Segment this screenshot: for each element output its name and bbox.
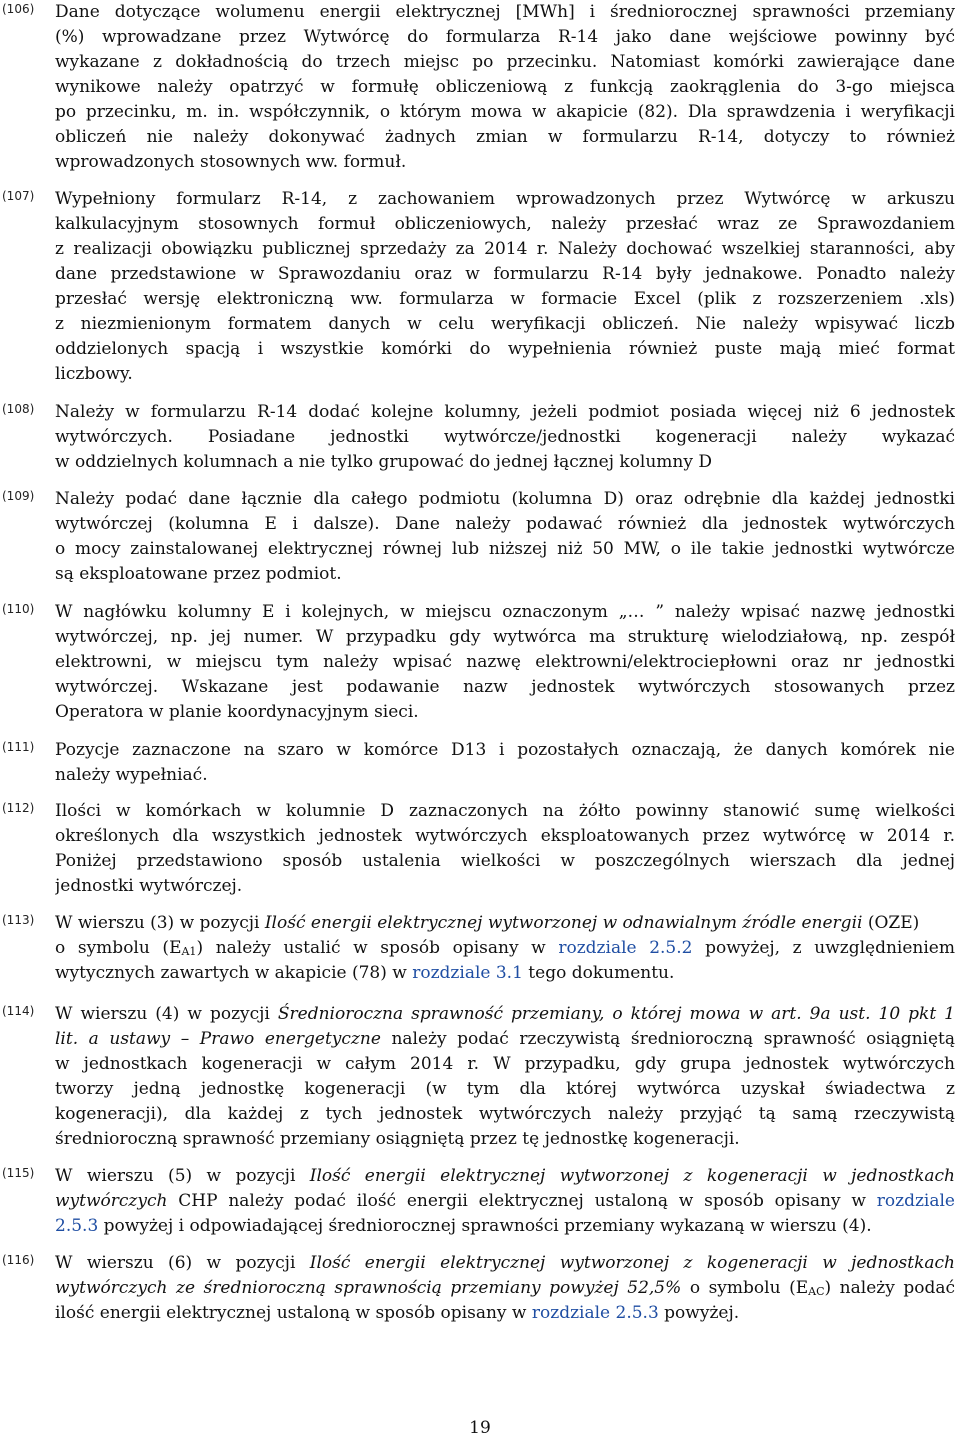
- italic-text: lit. a ustawy – Prawo energetyczne: [55, 1029, 381, 1049]
- text-segment: Wypełniony formularz R-14, z zachowaniem wprowadzonych przez Wytwórcę w arkuszu: [55, 189, 955, 209]
- paragraph-text: [55, 487, 955, 587]
- paragraph-text: [55, 600, 955, 725]
- text-line: [55, 1102, 955, 1127]
- text-line: [55, 600, 955, 625]
- section-link[interactable]: rozdziale 2.5.2: [558, 938, 693, 958]
- text-line: [55, 287, 955, 312]
- text-line: [55, 150, 955, 175]
- text-line: [55, 400, 955, 425]
- text-segment: średnioroczną sprawność przemiany osiągniętą przez tę jednostkę kogeneracji.: [55, 1129, 740, 1149]
- section-link[interactable]: rozdziale 2.5.3: [531, 1303, 659, 1323]
- text-segment: kogeneracji), dla każdej z tych jednostek wytwórczych należy przyjąć tą samą rzeczywistą: [55, 1104, 955, 1124]
- text-line: [55, 1251, 955, 1276]
- text-segment: kalkulacyjnym stosownych formuł obliczeniowych, należy przesłać wraz ze Sprawozdaniem: [55, 214, 955, 234]
- text-line: [55, 911, 955, 936]
- text-line: [55, 1127, 955, 1152]
- text-segment: powyżej.: [658, 1303, 740, 1323]
- text-segment: powyżej, z uwzględnieniem: [692, 938, 955, 958]
- text-segment: w jednostkach kogeneracji w całym 2014 r. W przypadku, gdy grupa jednostek wytwórczych: [55, 1054, 955, 1074]
- text-line: [55, 1164, 955, 1189]
- text-line: [55, 450, 955, 475]
- text-line: [55, 1189, 955, 1214]
- paragraph-number: (109): [2, 489, 35, 503]
- text-segment: Poniżej przedstawiono sposób ustalenia wielkości w poszczególnych wierszach dla jednej: [55, 851, 955, 871]
- text-segment: o symbolu (E: [681, 1278, 809, 1298]
- text-segment: obliczeń nie należy dokonywać żadnych zmian w formularzu R-14, dotyczy to również: [55, 127, 955, 147]
- paragraph-number: (106): [2, 2, 35, 16]
- text-line: [55, 1077, 955, 1102]
- text-segment: wytwórczej. Wskazane jest podawanie nazw jednostek wytwórczych stosowanych przez: [55, 677, 955, 697]
- text-segment: o mocy zainstalowanej elektrycznej równej lub niższej niż 50 MW, o ile takie jednostki wytwórcze: [55, 539, 955, 559]
- paragraph-number: (107): [2, 189, 35, 203]
- paragraph-text: [55, 400, 955, 475]
- paragraph-number: (113): [2, 913, 35, 927]
- subscript: AC: [808, 1285, 825, 1298]
- italic-text: wytwórczych: [55, 1191, 168, 1211]
- text-segment: o symbolu (E: [55, 938, 182, 958]
- text-line: [55, 650, 955, 675]
- text-segment: Należy w formularzu R-14 dodać kolejne kolumny, jeżeli podmiot posiada więcej niż 6 jednostek: [55, 402, 955, 422]
- italic-text: Średnioroczna sprawność przemiany, o której mowa w art. 9a ust. 10 pkt 1: [277, 1004, 955, 1024]
- paragraph-text: [55, 187, 955, 387]
- text-segment: po przecinku, m. in. współczynnik, o którym mowa w akapicie (82). Dla sprawdzenia i weryfikacji: [55, 102, 955, 122]
- text-segment: Pozycje zaznaczone na szaro w komórce D13 i pozostałych oznaczają, że danych komórek nie: [55, 740, 955, 760]
- text-line: [55, 487, 955, 512]
- paragraph-text: [55, 1251, 955, 1326]
- text-line: [55, 1027, 955, 1052]
- text-line: [55, 738, 955, 763]
- text-line: [55, 187, 955, 212]
- section-link[interactable]: rozdziale: [876, 1191, 955, 1211]
- text-segment: ) należy ustalić w sposób opisany w: [196, 938, 559, 958]
- text-line: [55, 0, 955, 25]
- text-segment: wynikowe należy opatrzyć w formułę obliczeniową z funkcją zaokrąglenia do 3-go miejsca: [55, 77, 955, 97]
- text-line: [55, 1301, 955, 1326]
- text-line: [55, 512, 955, 537]
- text-segment: Należy podać dane łącznie dla całego podmiotu (kolumna D) oraz odrębnie dla każdej jednostki: [55, 489, 955, 509]
- text-segment: W nagłówku kolumny E i kolejnych, w miejscu oznaczonym „… ” należy wpisać nazwę jednostki: [55, 602, 955, 622]
- text-segment: wytwórczej (kolumna E i dalsze). Dane należy podawać również dla jednostek wytwórczych: [55, 514, 955, 534]
- paragraph-text: [55, 1002, 955, 1152]
- text-segment: W wierszu (5) w pozycji: [55, 1166, 310, 1186]
- text-line: [55, 625, 955, 650]
- italic-text: Ilość energii elektrycznej wytworzonej z kogeneracji w jednostkach: [309, 1166, 955, 1186]
- text-segment: tworzy jedną jednostkę kogeneracji (w tym dla której wytwórca uzyskał świadectwa z: [55, 1079, 955, 1099]
- text-line: [55, 700, 955, 725]
- text-line: [55, 562, 955, 587]
- subscript: A1: [181, 945, 197, 958]
- text-line: [55, 1052, 955, 1077]
- text-segment: są eksploatowane przez podmiot.: [55, 564, 342, 584]
- paragraph-text: [55, 799, 955, 899]
- text-line: [55, 1002, 955, 1027]
- text-segment: wytwórczych. Posiadane jednostki wytwórcze/jednostki kogeneracji należy wykazać: [55, 427, 955, 447]
- page-number: 19: [469, 1418, 491, 1438]
- text-line: [55, 75, 955, 100]
- text-line: [55, 675, 955, 700]
- text-line: [55, 362, 955, 387]
- italic-text: Ilość energii elektrycznej wytworzonej z kogeneracji w jednostkach: [309, 1253, 955, 1273]
- text-segment: liczbowy.: [55, 364, 133, 384]
- paragraph-text: [55, 911, 955, 986]
- text-segment: elektrowni, w miejscu tym należy wpisać nazwę elektrowni/elektrociepłowni oraz nr jednostki: [55, 652, 955, 672]
- text-segment: tego dokumentu.: [522, 963, 675, 983]
- text-line: [55, 425, 955, 450]
- text-segment: CHP należy podać ilość energii elektrycznej ustaloną w sposób opisany w: [167, 1191, 877, 1211]
- text-line: [55, 50, 955, 75]
- paragraph-number: (108): [2, 402, 35, 416]
- paragraph-number: (110): [2, 602, 35, 616]
- text-line: [55, 763, 955, 788]
- text-segment: z niezmienionym formatem danych w celu weryfikacji obliczeń. Nie należy wpisywać liczb: [55, 314, 955, 334]
- section-link[interactable]: 2.5.3: [55, 1216, 99, 1236]
- paragraph-text: [55, 738, 955, 788]
- text-line: [55, 1276, 955, 1301]
- text-line: [55, 799, 955, 824]
- text-segment: powyżej i odpowiadającej średniorocznej sprawności przemiany wykazaną w wierszu (4).: [98, 1216, 872, 1236]
- text-segment: W wierszu (3) w pozycji: [55, 913, 265, 933]
- text-line: [55, 212, 955, 237]
- text-segment: wytwórczej, np. jej numer. W przypadku gdy wytwórca ma strukturę wielodziałową, np. zespół: [55, 627, 955, 647]
- paragraph-number: (112): [2, 801, 35, 815]
- text-segment: należy podać rzeczywistą średnioroczną sprawność osiągniętą: [380, 1029, 955, 1049]
- text-segment: oddzielonych spacją i wszystkie komórki do wypełnienia również puste mają mieć format: [55, 339, 955, 359]
- text-segment: Dane dotyczące wolumenu energii elektrycznej [MWh] i średniorocznej sprawności przemiany: [55, 2, 955, 22]
- section-link[interactable]: rozdziale 3.1: [412, 963, 523, 983]
- text-line: [55, 25, 955, 50]
- text-segment: ilość energii elektrycznej ustaloną w sposób opisany w: [55, 1303, 532, 1323]
- text-line: [55, 1214, 955, 1239]
- paragraph-number: (116): [2, 1253, 35, 1267]
- text-segment: z realizacji obowiązku publicznej sprzedaży za 2014 r. Należy dochować wszelkiej staranności, aby: [55, 239, 955, 259]
- text-line: [55, 961, 955, 986]
- italic-text: Ilość energii elektrycznej wytworzonej w odnawialnym źródle energii: [264, 913, 863, 933]
- text-line: [55, 262, 955, 287]
- paragraph-number: (115): [2, 1166, 35, 1180]
- paragraph-number: (111): [2, 740, 35, 754]
- text-segment: Ilości w komórkach w kolumnie D zaznaczonych na żółto powinny stanowić sumę wielkości: [55, 801, 955, 821]
- text-segment: dane przedstawione w Sprawozdaniu oraz w formularzu R-14 były jednakowe. Ponadto należy: [55, 264, 955, 284]
- paragraph-text: [55, 1164, 955, 1239]
- text-segment: w oddzielnych kolumnach a nie tylko grupować do jednej łącznej kolumny D: [55, 452, 713, 472]
- text-line: [55, 824, 955, 849]
- text-line: [55, 537, 955, 562]
- text-line: [55, 100, 955, 125]
- text-segment: ) należy podać: [824, 1278, 955, 1298]
- text-line: [55, 874, 955, 899]
- text-segment: Operatora w planie koordynacyjnym sieci.: [55, 702, 419, 722]
- text-segment: (OZE): [862, 913, 920, 933]
- paragraph-number: (114): [2, 1004, 35, 1018]
- paragraph-text: [55, 0, 955, 175]
- text-segment: wytycznych zawartych w akapicie (78) w: [55, 963, 413, 983]
- text-line: [55, 936, 955, 961]
- text-segment: W wierszu (4) w pozycji: [55, 1004, 278, 1024]
- text-line: [55, 849, 955, 874]
- text-line: [55, 312, 955, 337]
- text-line: [55, 237, 955, 262]
- text-segment: wykazane z dokładnością do trzech miejsc po przecinku. Natomiast komórki zawierające dane: [55, 52, 955, 72]
- italic-text: wytwórczych ze średnioroczną sprawnością przemiany powyżej 52,5%: [55, 1278, 682, 1298]
- text-segment: jednostki wytwórczej.: [55, 876, 243, 896]
- text-line: [55, 337, 955, 362]
- text-segment: należy wypełniać.: [55, 765, 208, 785]
- text-segment: (%) wprowadzane przez Wytwórcę do formularza R-14 jako dane wejściowe powinny być: [55, 27, 955, 47]
- text-segment: przesłać wersję elektroniczną ww. formularza w formacie Excel (plik z rozszerzeniem .xls): [55, 289, 955, 309]
- text-line: [55, 125, 955, 150]
- text-segment: określonych dla wszystkich jednostek wytwórczych eksploatowanych przez wytwórcę w 2014 r.: [55, 826, 955, 846]
- text-segment: wprowadzonych stosownych ww. formuł.: [55, 152, 407, 172]
- text-segment: W wierszu (6) w pozycji: [55, 1253, 310, 1273]
